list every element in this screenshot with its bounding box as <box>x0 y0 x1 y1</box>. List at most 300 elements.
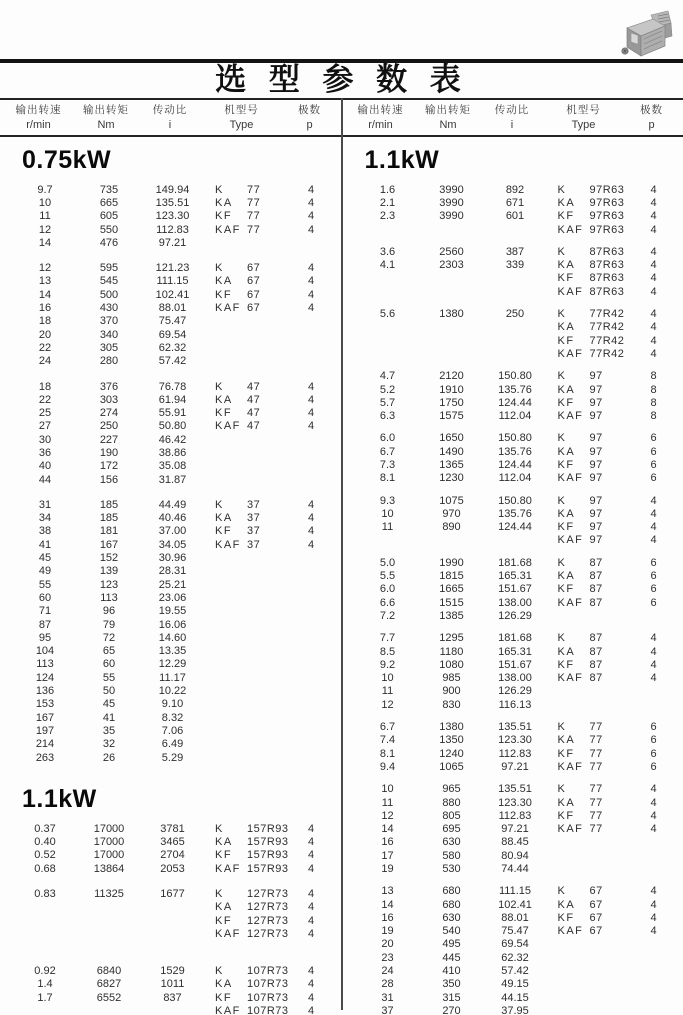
col-type-prefix: KF <box>557 458 575 471</box>
table-row <box>343 507 683 520</box>
col-poles: 4 <box>650 196 657 209</box>
col-output-speed: 27 <box>38 420 52 433</box>
col-ratio: 16.06 <box>158 618 187 631</box>
col-output-torque: 580 <box>442 849 461 862</box>
col-type-size: 77 <box>247 196 261 209</box>
col-ratio: 149.94 <box>155 183 190 196</box>
col-type-prefix: K <box>557 432 567 445</box>
col-output-speed: 23 <box>381 951 394 964</box>
col-ratio: 102.41 <box>498 898 532 911</box>
column-header-unit: Type <box>571 119 596 131</box>
col-ratio: 50.80 <box>158 420 187 433</box>
col-output-speed: 9.4 <box>379 760 396 773</box>
col-type-prefix: KA <box>215 901 233 914</box>
col-type-size: 157R93 <box>247 849 289 862</box>
col-type-prefix: KA <box>557 383 576 396</box>
col-ratio: 112.83 <box>156 223 189 236</box>
table-row <box>343 347 683 360</box>
col-type-prefix: KF <box>557 521 575 534</box>
col-ratio: 13.35 <box>158 645 187 658</box>
col-ratio: 80.94 <box>501 849 529 862</box>
table-row <box>0 1004 341 1015</box>
table-row <box>0 565 341 578</box>
page-title: 选 型 参 数 表 <box>215 62 468 97</box>
col-type-prefix: KA <box>557 645 576 658</box>
col-type-prefix: K <box>215 262 224 275</box>
col-output-torque: 680 <box>442 885 461 898</box>
col-output-speed: 19 <box>381 925 394 938</box>
col-poles: 4 <box>307 836 315 849</box>
column-header <box>342 104 419 135</box>
col-type-prefix: KAF <box>215 1005 241 1015</box>
col-output-speed: 0.83 <box>34 888 56 900</box>
table-row <box>343 911 683 924</box>
col-output-torque: 550 <box>99 223 119 236</box>
col-type-size: 97 <box>589 445 603 458</box>
col-type-size: 97 <box>589 410 603 423</box>
table-row <box>0 433 341 446</box>
col-type-size: 97 <box>589 458 603 471</box>
col-type-size: 157R93 <box>247 822 289 835</box>
table-row <box>343 409 683 422</box>
col-poles: 4 <box>650 285 657 298</box>
col-output-speed: 7.2 <box>379 609 396 622</box>
power-section-heading: 1.1kW <box>364 146 440 174</box>
col-poles: 4 <box>650 347 657 360</box>
col-poles: 4 <box>307 888 315 900</box>
col-type-size: 97 <box>589 472 603 485</box>
col-ratio: 9.10 <box>161 698 184 711</box>
row-group <box>343 183 683 236</box>
col-type-prefix: K <box>557 370 567 383</box>
col-output-speed: 22 <box>38 341 52 354</box>
col-output-torque: 227 <box>99 433 119 446</box>
col-type-prefix: KA <box>557 321 576 334</box>
col-type-prefix: K <box>557 308 567 321</box>
col-output-torque: 250 <box>99 420 119 433</box>
power-section-heading: 1.1kW <box>22 785 97 814</box>
col-type-size: 77 <box>589 734 603 747</box>
col-ratio: 75.47 <box>501 925 529 938</box>
col-ratio: 3465 <box>160 836 185 849</box>
row-group <box>343 245 683 298</box>
col-output-torque: 1515 <box>439 596 464 609</box>
col-type-prefix: KF <box>215 288 233 301</box>
table-row <box>0 315 341 328</box>
column-header-name: 极数 <box>640 104 663 116</box>
col-output-speed: 87 <box>38 618 52 631</box>
col-ratio: 102.41 <box>155 288 190 301</box>
col-output-torque: 970 <box>442 507 461 520</box>
col-type-prefix: KAF <box>557 925 584 938</box>
col-type-size: 97 <box>589 370 603 383</box>
col-poles: 4 <box>307 512 315 525</box>
col-output-torque: 830 <box>442 698 461 711</box>
col-poles: 4 <box>650 245 657 258</box>
col-poles: 4 <box>650 321 657 334</box>
col-output-speed: 10 <box>381 783 394 796</box>
right-column <box>343 137 683 1015</box>
col-type-prefix: KA <box>215 393 233 406</box>
col-poles: 4 <box>650 521 657 534</box>
col-ratio: 37.00 <box>158 525 187 538</box>
col-ratio: 1677 <box>160 888 185 900</box>
col-ratio: 123.30 <box>155 210 190 223</box>
col-output-torque: 13864 <box>93 862 125 875</box>
col-poles: 4 <box>307 498 315 511</box>
col-poles: 4 <box>307 849 315 862</box>
col-output-torque: 274 <box>99 407 119 420</box>
column-header-unit: Nm <box>97 119 115 131</box>
row-group <box>343 432 683 485</box>
col-ratio: 5.29 <box>161 751 184 764</box>
col-output-torque: 32 <box>102 738 116 751</box>
col-poles: 6 <box>650 472 657 485</box>
col-output-speed: 2.3 <box>379 210 396 223</box>
col-ratio: 23.06 <box>158 591 187 604</box>
table-row <box>343 521 683 534</box>
table-row <box>0 525 341 538</box>
col-type-size: 97 <box>589 383 603 396</box>
col-type-size: 67 <box>589 898 603 911</box>
col-type-size: 47 <box>247 420 261 433</box>
table-row <box>343 925 683 938</box>
col-output-speed: 16 <box>38 302 52 315</box>
col-output-speed: 5.0 <box>379 556 396 569</box>
table-row <box>343 396 683 409</box>
col-type-size: 37 <box>247 512 261 525</box>
col-type-prefix: K <box>557 885 567 898</box>
col-type-prefix: KA <box>557 445 576 458</box>
col-output-speed: 49 <box>38 565 52 578</box>
col-ratio: 135.51 <box>155 196 190 209</box>
col-ratio: 138.00 <box>498 672 532 685</box>
col-poles: 4 <box>650 925 657 938</box>
col-ratio: 30.96 <box>158 552 187 565</box>
col-output-torque: 6827 <box>96 978 122 991</box>
col-type-prefix: K <box>557 494 567 507</box>
table-row <box>0 591 341 604</box>
col-ratio: 837 <box>163 991 182 1004</box>
col-output-speed: 104 <box>35 645 55 658</box>
col-type-prefix: KF <box>557 210 575 223</box>
col-type-size: 87 <box>589 596 603 609</box>
col-ratio: 2704 <box>160 849 185 862</box>
row-group <box>343 720 683 773</box>
col-output-torque: 185 <box>99 512 119 525</box>
col-output-torque: 1815 <box>439 570 464 583</box>
table-row <box>343 223 683 236</box>
col-output-speed: 30 <box>38 433 52 446</box>
col-ratio: 112.04 <box>498 410 532 423</box>
table-row <box>0 631 341 644</box>
col-ratio: 339 <box>505 259 525 272</box>
col-poles: 4 <box>650 658 657 671</box>
table-row <box>343 822 683 835</box>
col-output-speed: 20 <box>38 328 52 341</box>
col-ratio: 62.32 <box>501 951 529 964</box>
col-type-size: 157R93 <box>247 836 289 849</box>
col-output-speed: 113 <box>36 658 54 671</box>
table-row <box>0 288 341 301</box>
col-output-speed: 28 <box>381 978 394 991</box>
col-type-prefix: KF <box>215 407 233 420</box>
left-column <box>0 137 341 1015</box>
table-row <box>0 498 341 511</box>
col-output-torque: 1380 <box>439 308 464 321</box>
col-type-size: 77 <box>589 783 603 796</box>
table-row <box>0 538 341 551</box>
col-output-torque: 113 <box>100 591 118 604</box>
row-group <box>0 183 341 249</box>
col-type-size: 87R63 <box>589 285 625 298</box>
col-poles: 4 <box>650 898 657 911</box>
col-output-torque: 1910 <box>439 383 464 396</box>
col-type-size: 97R63 <box>589 210 625 223</box>
col-output-speed: 2.1 <box>379 196 396 209</box>
table-row <box>343 747 683 760</box>
col-poles: 4 <box>307 927 315 940</box>
table-row <box>343 321 683 334</box>
col-type-prefix: K <box>557 556 567 569</box>
col-type-size: 77 <box>589 721 603 734</box>
col-ratio: 57.42 <box>501 965 529 978</box>
col-output-torque: 1065 <box>439 760 464 773</box>
col-type-size: 77 <box>247 210 261 223</box>
col-output-speed: 1.6 <box>379 183 396 196</box>
table-row <box>343 285 683 298</box>
col-type-size: 87 <box>589 672 603 685</box>
col-output-torque: 495 <box>442 938 461 951</box>
col-output-speed: 40 <box>38 460 52 473</box>
col-output-speed: 8.1 <box>379 472 396 485</box>
col-poles: 4 <box>307 914 315 927</box>
col-type-size: 77 <box>589 809 603 822</box>
col-output-torque: 26 <box>102 751 116 764</box>
col-type-prefix: KA <box>215 512 233 525</box>
col-type-prefix: K <box>557 245 567 258</box>
table-row <box>0 849 341 862</box>
col-output-torque: 540 <box>442 925 461 938</box>
table-row <box>343 632 683 645</box>
col-output-speed: 8.5 <box>379 645 396 658</box>
col-output-torque: 900 <box>442 685 461 698</box>
col-output-speed: 0.37 <box>34 822 56 835</box>
col-type-size: 107R73 <box>247 991 289 1004</box>
table-row <box>343 698 683 711</box>
table-row <box>0 835 341 848</box>
gearmotor-photo <box>611 6 675 64</box>
table-row <box>0 328 341 341</box>
table-row <box>0 223 341 236</box>
col-type-size: 67 <box>247 275 261 288</box>
col-output-speed: 24 <box>38 355 52 368</box>
col-output-torque: 1180 <box>439 645 464 658</box>
col-output-torque: 1230 <box>439 472 464 485</box>
col-type-prefix: KA <box>215 196 233 209</box>
table-row <box>343 432 683 445</box>
col-output-speed: 8.1 <box>379 747 396 760</box>
col-ratio: 150.80 <box>498 494 532 507</box>
col-output-speed: 34 <box>38 512 52 525</box>
col-output-torque: 6552 <box>96 991 122 1004</box>
col-ratio: 55.91 <box>158 407 187 420</box>
col-ratio: 69.54 <box>501 938 529 951</box>
col-output-torque: 1350 <box>439 734 464 747</box>
col-output-speed: 13 <box>38 275 52 288</box>
col-output-torque: 1295 <box>439 632 464 645</box>
col-poles: 4 <box>307 420 315 433</box>
column-header-unit: Nm <box>439 119 457 131</box>
table-row <box>343 472 683 485</box>
table-row <box>0 210 341 223</box>
col-poles: 4 <box>650 885 657 898</box>
column-header-unit: p <box>648 119 655 131</box>
col-type-size: 87 <box>589 632 603 645</box>
table-row <box>0 965 341 978</box>
table-row <box>343 991 683 1004</box>
col-poles: 4 <box>307 538 315 551</box>
col-ratio: 19.55 <box>158 605 187 618</box>
col-output-speed: 18 <box>38 315 52 328</box>
col-type-size: 97 <box>589 432 603 445</box>
col-output-torque: 410 <box>442 965 461 978</box>
col-ratio: 35.08 <box>158 460 187 473</box>
col-type-size: 87R63 <box>589 259 625 272</box>
col-output-speed: 6.0 <box>379 432 396 445</box>
col-poles: 6 <box>650 734 657 747</box>
table-row <box>0 711 341 724</box>
col-ratio: 62.32 <box>158 341 187 354</box>
col-type-size: 77 <box>589 760 603 773</box>
col-poles: 4 <box>307 978 315 991</box>
col-poles: 4 <box>307 407 315 420</box>
col-output-torque: 65 <box>102 645 116 658</box>
col-output-speed: 0.40 <box>34 836 56 849</box>
table-row <box>0 671 341 684</box>
col-type-size: 97 <box>589 396 603 409</box>
row-group <box>0 380 341 486</box>
col-type-size: 87R63 <box>589 245 625 258</box>
table-row <box>343 534 683 547</box>
table-row <box>0 261 341 274</box>
col-output-speed: 12 <box>381 809 394 822</box>
col-output-torque: 11325 <box>94 888 124 900</box>
col-output-torque: 350 <box>442 978 461 991</box>
col-poles: 6 <box>650 445 657 458</box>
col-output-speed: 14 <box>38 236 52 249</box>
table-row <box>0 446 341 459</box>
col-ratio: 135.76 <box>498 383 532 396</box>
col-poles: 4 <box>650 645 657 658</box>
col-type-prefix: KF <box>557 272 575 285</box>
col-type-prefix: KF <box>557 809 575 822</box>
col-type-size: 37 <box>247 525 261 538</box>
table-row <box>343 796 683 809</box>
col-type-prefix: KA <box>557 898 576 911</box>
col-type-prefix: KAF <box>557 596 584 609</box>
table-row <box>0 684 341 697</box>
col-type-size: 107R73 <box>247 978 289 991</box>
col-poles: 4 <box>650 223 657 236</box>
col-output-speed: 19 <box>381 863 394 875</box>
col-ratio: 387 <box>505 245 525 258</box>
col-poles: 4 <box>307 862 315 875</box>
col-output-torque: 172 <box>99 460 119 473</box>
col-type-size: 87R63 <box>589 272 625 285</box>
col-output-speed: 5.5 <box>379 570 396 583</box>
col-output-speed: 9.3 <box>379 494 396 507</box>
col-type-prefix: KA <box>557 196 576 209</box>
col-type-size: 77R42 <box>589 347 625 360</box>
table-row <box>343 556 683 569</box>
col-ratio: 112.83 <box>498 809 532 822</box>
table-row <box>343 734 683 747</box>
col-type-size: 77 <box>589 796 603 809</box>
col-poles: 4 <box>650 334 657 347</box>
table-row <box>0 658 341 671</box>
col-ratio: 135.51 <box>498 721 532 734</box>
col-output-torque: 2303 <box>439 259 464 272</box>
col-type-prefix: KF <box>215 525 233 538</box>
col-type-prefix: KF <box>215 849 233 862</box>
table-row <box>0 698 341 711</box>
table-row <box>343 685 683 698</box>
col-type-prefix: KAF <box>557 410 584 423</box>
table-row <box>0 751 341 764</box>
col-output-torque: 1385 <box>439 609 464 622</box>
col-type-prefix: KAF <box>557 534 584 547</box>
row-group <box>343 494 683 547</box>
table-row <box>0 406 341 419</box>
col-type-size: 67 <box>247 302 261 315</box>
row-group <box>0 887 341 940</box>
col-type-prefix: K <box>215 183 224 196</box>
col-output-speed: 25 <box>38 407 52 420</box>
col-output-torque: 3990 <box>439 210 464 223</box>
table-row <box>343 862 683 875</box>
col-type-prefix: KF <box>215 991 233 1004</box>
col-type-prefix: KAF <box>557 223 584 236</box>
col-output-torque: 965 <box>442 783 461 796</box>
col-poles: 6 <box>650 432 657 445</box>
col-ratio: 49.15 <box>501 978 529 991</box>
col-output-speed: 0.68 <box>34 862 56 875</box>
col-output-speed: 11 <box>381 521 394 534</box>
table-row <box>0 420 341 433</box>
col-type-size: 87 <box>589 645 603 658</box>
col-poles: 4 <box>650 210 657 223</box>
col-type-prefix: KF <box>215 210 233 223</box>
col-ratio: 61.94 <box>158 393 187 406</box>
col-output-speed: 10 <box>38 196 52 209</box>
col-poles: 4 <box>650 672 657 685</box>
col-ratio: 181.68 <box>498 556 532 569</box>
column-header-name: 输出转速 <box>357 104 404 116</box>
col-output-torque: 340 <box>99 328 119 341</box>
table-row <box>0 645 341 658</box>
col-ratio: 6.49 <box>161 738 184 751</box>
col-poles: 4 <box>650 534 657 547</box>
col-type-size: 77 <box>247 223 261 236</box>
col-poles: 4 <box>307 183 315 196</box>
col-ratio: 892 <box>505 183 525 196</box>
col-output-speed: 11 <box>39 210 51 223</box>
col-output-speed: 41 <box>38 538 52 551</box>
col-type-size: 97 <box>589 534 603 547</box>
col-poles: 8 <box>650 383 657 396</box>
col-poles: 4 <box>650 823 657 836</box>
